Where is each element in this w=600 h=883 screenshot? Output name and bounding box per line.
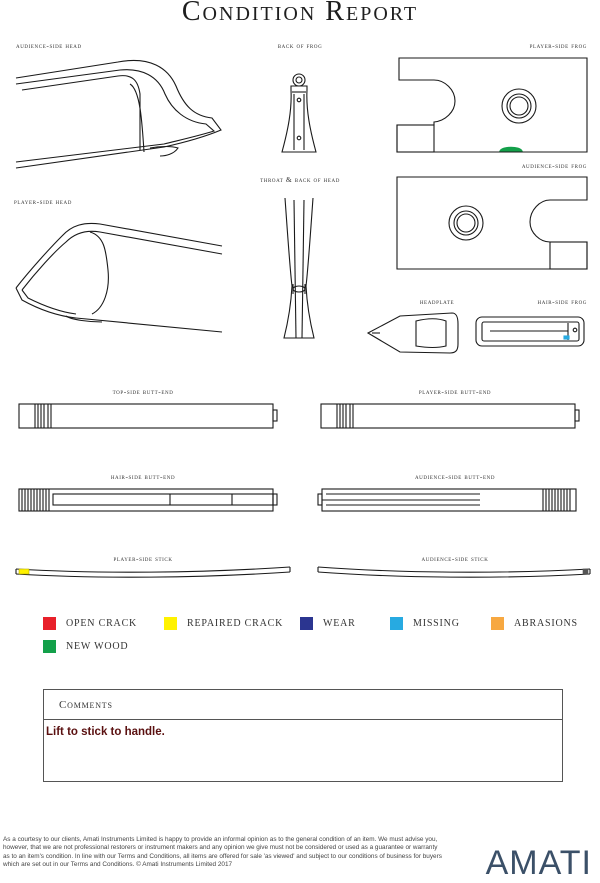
legend-swatch (43, 640, 56, 653)
label-player-side-head: player-side head (14, 197, 72, 206)
legend-label: ABRASIONS (514, 618, 578, 629)
comments-text[interactable]: Lift to stick to handle. (46, 726, 165, 738)
disclaimer-text: As a courtesy to our clients, Amati Instruments Limited is happy to provide an informal opinion as to the general condition of an item. We must advise you, however, that we are not professional restorers or instrument makers and any opinion we give must not be considered or used as a guarantee or warranty as to an item's condition. In line with our Terms and Conditions, all items are offered for sale 'as viewed' and subject to our conditions of business for buyers which are set out in our Terms and Conditions. © Amati Instruments Limited 2017 (3, 836, 442, 869)
legend-swatch (491, 617, 504, 630)
label-audience-side-butt-end: audience-side butt-end (414, 472, 496, 481)
legend-label: WEAR (323, 618, 356, 629)
legend-repaired-crack (164, 617, 283, 630)
label-back-of-frog: back of frog (277, 41, 323, 50)
comments-box (43, 689, 563, 782)
label-headplate: headplate (419, 297, 455, 306)
legend-label: OPEN CRACK (66, 618, 138, 629)
legend-label: MISSING (413, 618, 460, 629)
legend-label: REPAIRED CRACK (187, 618, 284, 629)
amati-logo: AMATI (485, 844, 592, 882)
legend-abrasions (491, 617, 578, 630)
comments-heading: Comments (44, 690, 562, 720)
label-hair-side-butt-end: hair-side butt-end (110, 472, 176, 481)
legend-new-wood (43, 640, 128, 653)
label-player-side-stick: player-side stick (113, 554, 173, 563)
label-audience-side-head: audience-side head (16, 41, 82, 50)
label-player-side-butt-end: player-side butt-end (418, 387, 492, 396)
label-player-side-frog: player-side frog (529, 41, 587, 50)
label-hair-side-frog: hair-side frog (537, 297, 587, 306)
legend-swatch (300, 617, 313, 630)
label-top-side-butt-end: top-side butt-end (112, 387, 174, 396)
label-throat-back-of-head: throat & back of head (260, 175, 340, 184)
legend-swatch (390, 617, 403, 630)
legend-wear (300, 617, 356, 630)
legend-label: NEW WOOD (66, 641, 129, 652)
label-audience-side-stick: audience-side stick (421, 554, 489, 563)
legend-swatch (43, 617, 56, 630)
page-title: Condition Report (181, 0, 419, 27)
label-audience-side-frog: audience-side frog (521, 161, 587, 170)
legend-missing (390, 617, 460, 630)
legend-swatch (164, 617, 177, 630)
legend-open-crack (43, 617, 137, 630)
